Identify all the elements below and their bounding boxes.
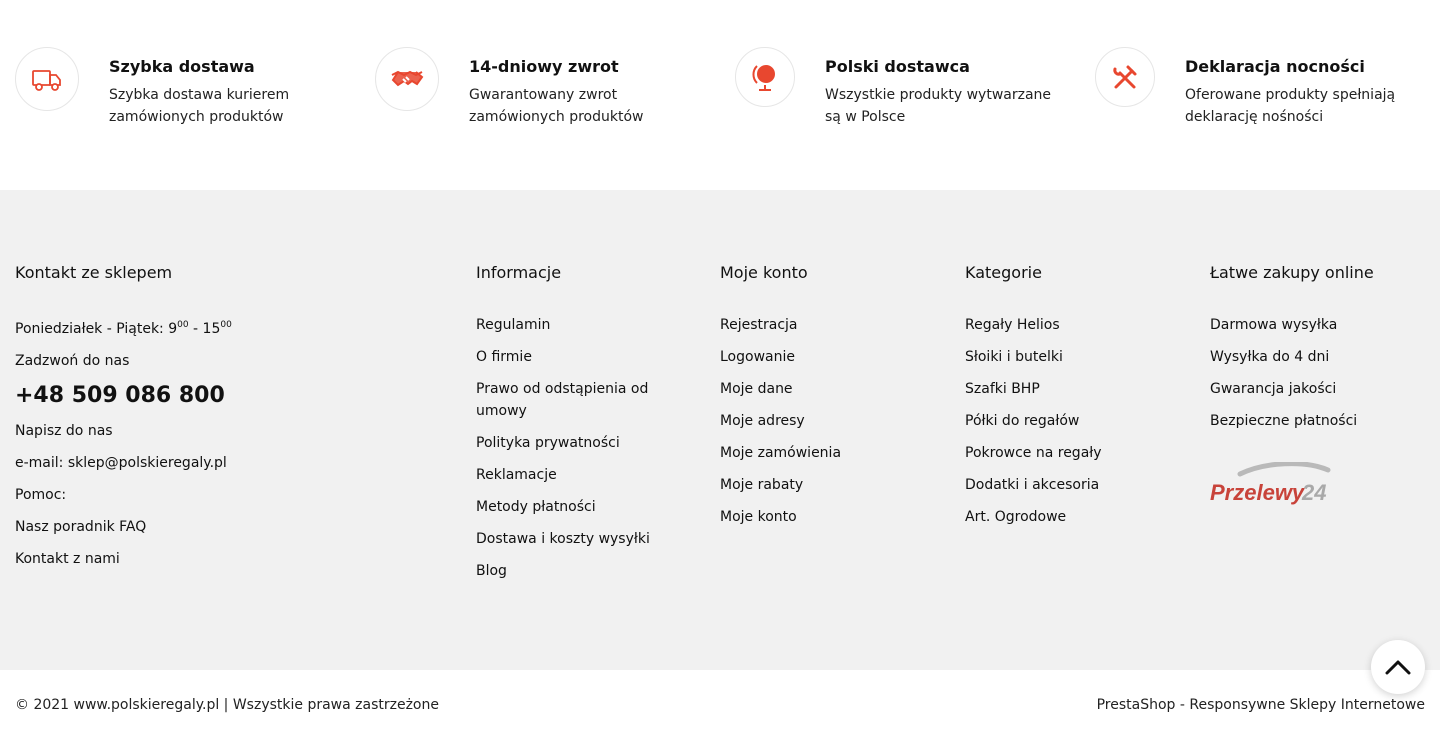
footer-contact-column	[15, 263, 415, 580]
svg-text:Przelewy: Przelewy	[1210, 480, 1305, 505]
footer-link-moje-zamowienia[interactable]: Moje zamówienia	[720, 445, 842, 461]
footer-categories-column	[965, 263, 1185, 538]
feature-desc: Wszystkie produkty wytwarzane są w Polsce	[825, 87, 1052, 125]
bottom-bar	[0, 670, 1440, 744]
feature-title: Polski dostawca	[825, 57, 970, 76]
phone-number[interactable]: +48 509 086 800	[15, 383, 225, 408]
footer-link-blog[interactable]: Blog	[476, 563, 507, 579]
faq-link[interactable]: Nasz poradnik FAQ	[15, 519, 147, 535]
footer-link-szafki-bhp[interactable]: Szafki BHP	[965, 381, 1040, 397]
column-heading: Moje konto	[720, 263, 808, 282]
copyright-text: © 2021 www.polskieregaly.pl | Wszystkie prawa zastrzeżone	[15, 697, 439, 713]
column-heading: Informacje	[476, 263, 562, 282]
call-label: Zadzwoń do nas	[15, 353, 130, 369]
feature-title: Deklaracja nocności	[1185, 57, 1365, 76]
prestashop-credit-link[interactable]: PrestaShop - Responsywne Sklepy Internetowe	[1096, 697, 1425, 713]
list-item: Bezpieczne płatności	[1210, 413, 1358, 429]
footer-link-polki[interactable]: Półki do regałów	[965, 413, 1080, 429]
footer-account-column	[720, 263, 940, 538]
footer-link-moje-konto[interactable]: Moje konto	[720, 509, 797, 525]
feature-desc: Szybka dostawa kurierem zamówionych produktów	[109, 87, 290, 125]
scroll-to-top-button[interactable]	[1371, 640, 1425, 694]
footer-link-regaly-helios[interactable]: Regały Helios	[965, 317, 1060, 333]
footer-info-column	[476, 263, 676, 592]
list-item: Gwarancja jakości	[1210, 381, 1337, 397]
footer-link-reklamacje[interactable]: Reklamacje	[476, 467, 557, 483]
svg-text:24: 24	[1302, 480, 1327, 505]
footer-link-polityka[interactable]: Polityka prywatności	[476, 435, 620, 451]
footer-link-rejestracja[interactable]: Rejestracja	[720, 317, 798, 333]
footer-link-regulamin[interactable]: Regulamin	[476, 317, 551, 333]
handshake-icon	[375, 47, 439, 111]
easy-shopping-list	[1210, 314, 1425, 432]
footer-link-dostawa[interactable]: Dostawa i koszty wysyłki	[476, 531, 650, 547]
footer-link-odstapienie[interactable]: Prawo od odstąpienia od umowy	[476, 381, 649, 419]
tools-icon	[1095, 47, 1155, 107]
footer-easy-shopping-column	[1210, 263, 1425, 506]
feature-title: 14-dniowy zwrot	[469, 57, 619, 76]
truck-icon	[15, 47, 79, 111]
footer-link-logowanie[interactable]: Logowanie	[720, 349, 795, 365]
globe-icon	[735, 47, 795, 107]
help-label: Pomoc:	[15, 487, 67, 503]
footer-link-dodatki[interactable]: Dodatki i akcesoria	[965, 477, 1100, 493]
footer-link-platnosci[interactable]: Metody płatności	[476, 499, 596, 515]
footer-link-pokrowce[interactable]: Pokrowce na regały	[965, 445, 1102, 461]
footer-link-sloiki[interactable]: Słoiki i butelki	[965, 349, 1063, 365]
footer-link-moje-rabaty[interactable]: Moje rabaty	[720, 477, 804, 493]
chevron-up-icon	[1385, 659, 1411, 675]
footer-link-moje-adresy[interactable]: Moje adresy	[720, 413, 805, 429]
footer-link-o-firmie[interactable]: O firmie	[476, 349, 532, 365]
footer-link-moje-dane[interactable]: Moje dane	[720, 381, 793, 397]
contact-us-link[interactable]: Kontakt z nami	[15, 551, 120, 567]
column-heading: Kontakt ze sklepem	[15, 263, 173, 282]
list-item: Wysyłka do 4 dni	[1210, 349, 1330, 365]
column-heading: Kategorie	[965, 263, 1042, 282]
feature-desc: Gwarantowany zwrot zamówionych produktów	[469, 87, 644, 125]
feature-desc: Oferowane produkty spełniają deklarację nośności	[1185, 87, 1396, 125]
footer-link-ogrodowe[interactable]: Art. Ogrodowe	[965, 509, 1067, 525]
info-links	[476, 314, 676, 582]
opening-hours: Poniedziałek - Piątek: $9^{00} - 15^{00}$	[15, 320, 232, 337]
list-item: Darmowa wysyłka	[1210, 317, 1338, 333]
przelewy24-logo	[1210, 462, 1332, 506]
category-links	[965, 314, 1185, 528]
features-strip	[0, 0, 1440, 190]
email-link[interactable]: e-mail: sklep@polskieregaly.pl	[15, 455, 227, 471]
account-links	[720, 314, 940, 528]
column-heading: Łatwe zakupy online	[1210, 263, 1374, 282]
write-label: Napisz do nas	[15, 423, 113, 439]
footer	[0, 190, 1440, 670]
feature-title: Szybka dostawa	[109, 57, 255, 76]
